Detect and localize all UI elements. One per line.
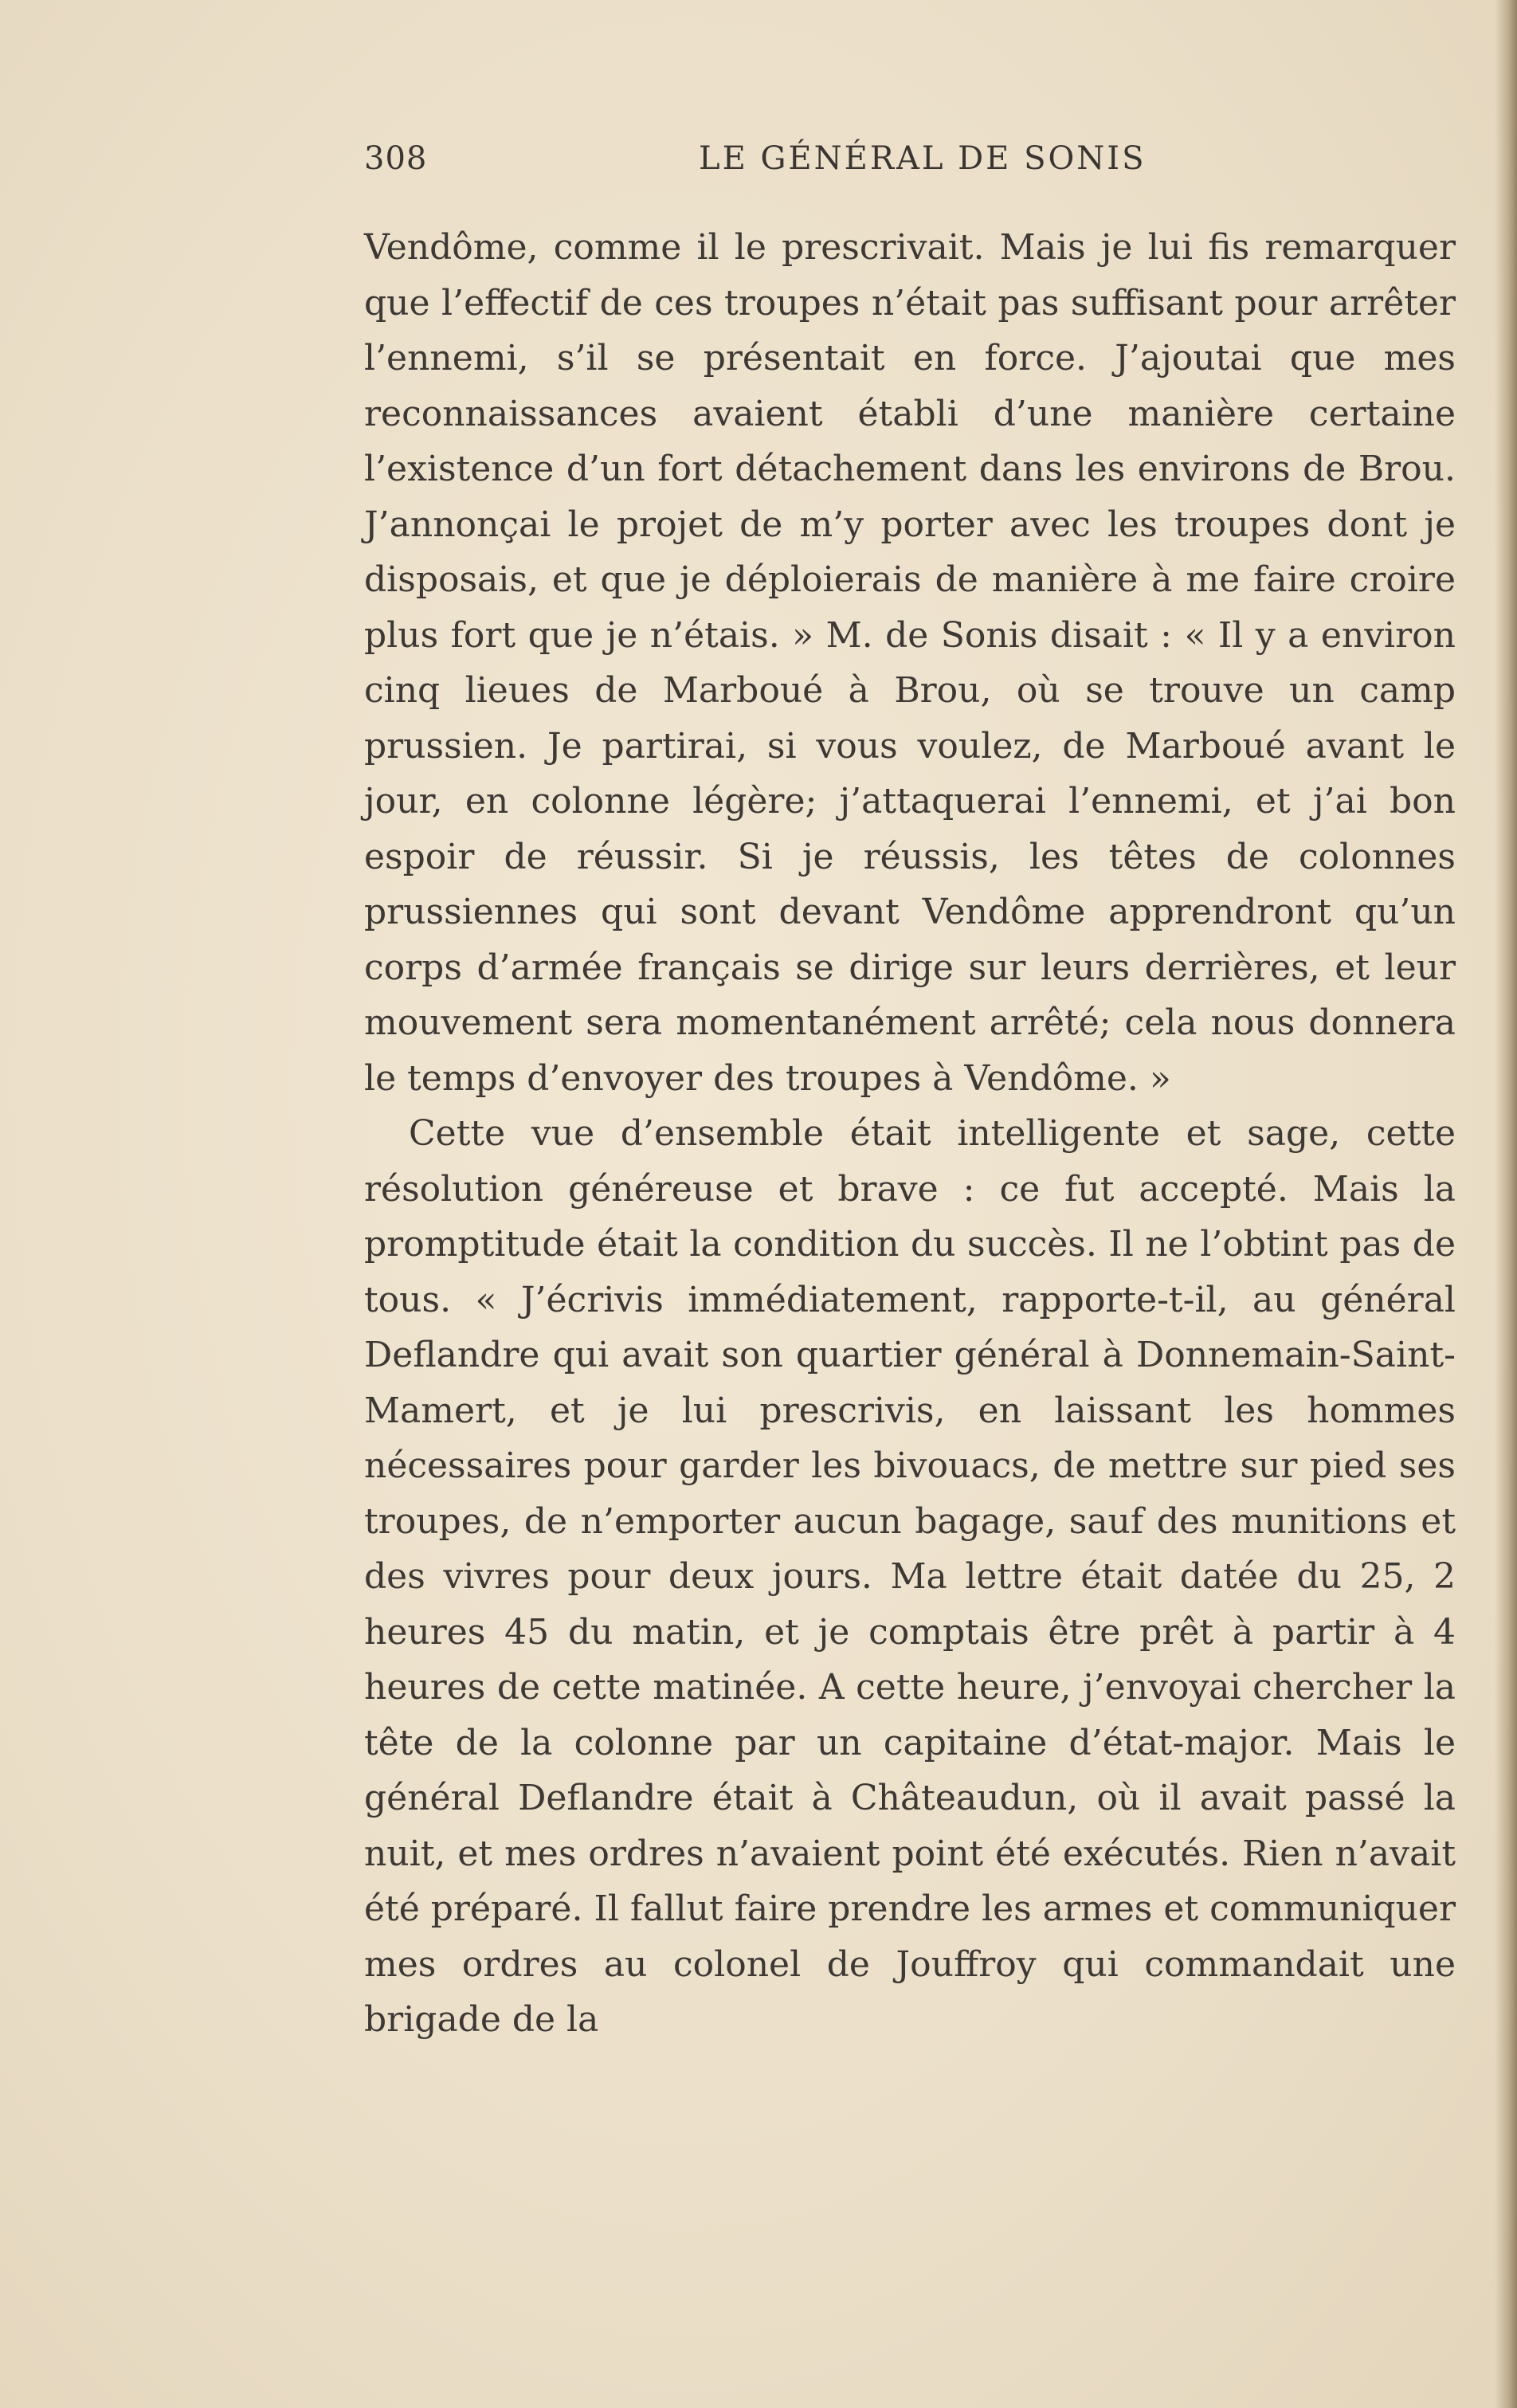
body-text <box>364 220 1456 2048</box>
running-head <box>364 140 1456 196</box>
paragraph: Vendôme, comme il le prescrivait. Mais je lui fis remarquer que l’effectif de ces troupes n’était pas suffisant pour arrêter l’ennemi, s’il se présentait en force. J’ajoutai que mes reconnaissances avaient établi d’une manière certaine l’existence d’un fort détachement dans les environs de Brou. J’annonçai le projet de m’y porter avec les troupes dont je disposais, et que je déploierais de manière à me faire croire plus fort que je n’étais. » M. de Sonis disait : « Il y a environ cinq lieues de Marboué à Brou, où se trouve un camp prussien. Je partirai, si vous voulez, de Marboué avant le jour, en colonne légère; j’attaquerai l’ennemi, et j’ai bon espoir de réussir. Si je réussis, les têtes de colonnes prussiennes qui sont devant Vendôme apprendront qu’un corps d’armée français se dirige sur leurs derrières, et leur mouvement sera momentanément arrêté; cela nous donnera le temps d’envoyer des troupes à Vendôme. » <box>364 227 1456 1099</box>
running-title: LE GÉNÉRAL DE SONIS <box>699 140 1147 177</box>
page-edge-shadow <box>1495 0 1517 2408</box>
page-number: 308 <box>364 140 428 177</box>
paragraph: Cette vue d’ensemble était intelligente et sage, cette résolution généreuse et brave : ce fut accepté. Mais la promptitude était la condition du succès. Il ne l’obtint pas de tous. « J’écrivis immédiatement, rapporte-t-il, au général Deflandre qui avait son quartier général à Donnemain-Saint-Mamert, et je lui prescrivis, en laissant les hommes nécessaires pour garder les bivouacs, de mettre sur pied ses troupes, de n’emporter aucun bagage, sauf des munitions et des vivres pour deux jours. Ma lettre était datée du 25, 2 heures 45 du matin, et je comptais être prêt à partir à 4 heures de cette matinée. A cette heure, j’envoyai chercher la tête de la colonne par un capitaine d’état-major. Mais le général Deflandre était à Châteaudun, où il avait passé la nuit, et mes ordres n’avaient point été exécutés. Rien n’avait été préparé. Il fallut faire prendre les armes et communiquer mes ordres au colonel de Jouffroy qui commandait une brigade de la <box>364 1113 1456 2040</box>
